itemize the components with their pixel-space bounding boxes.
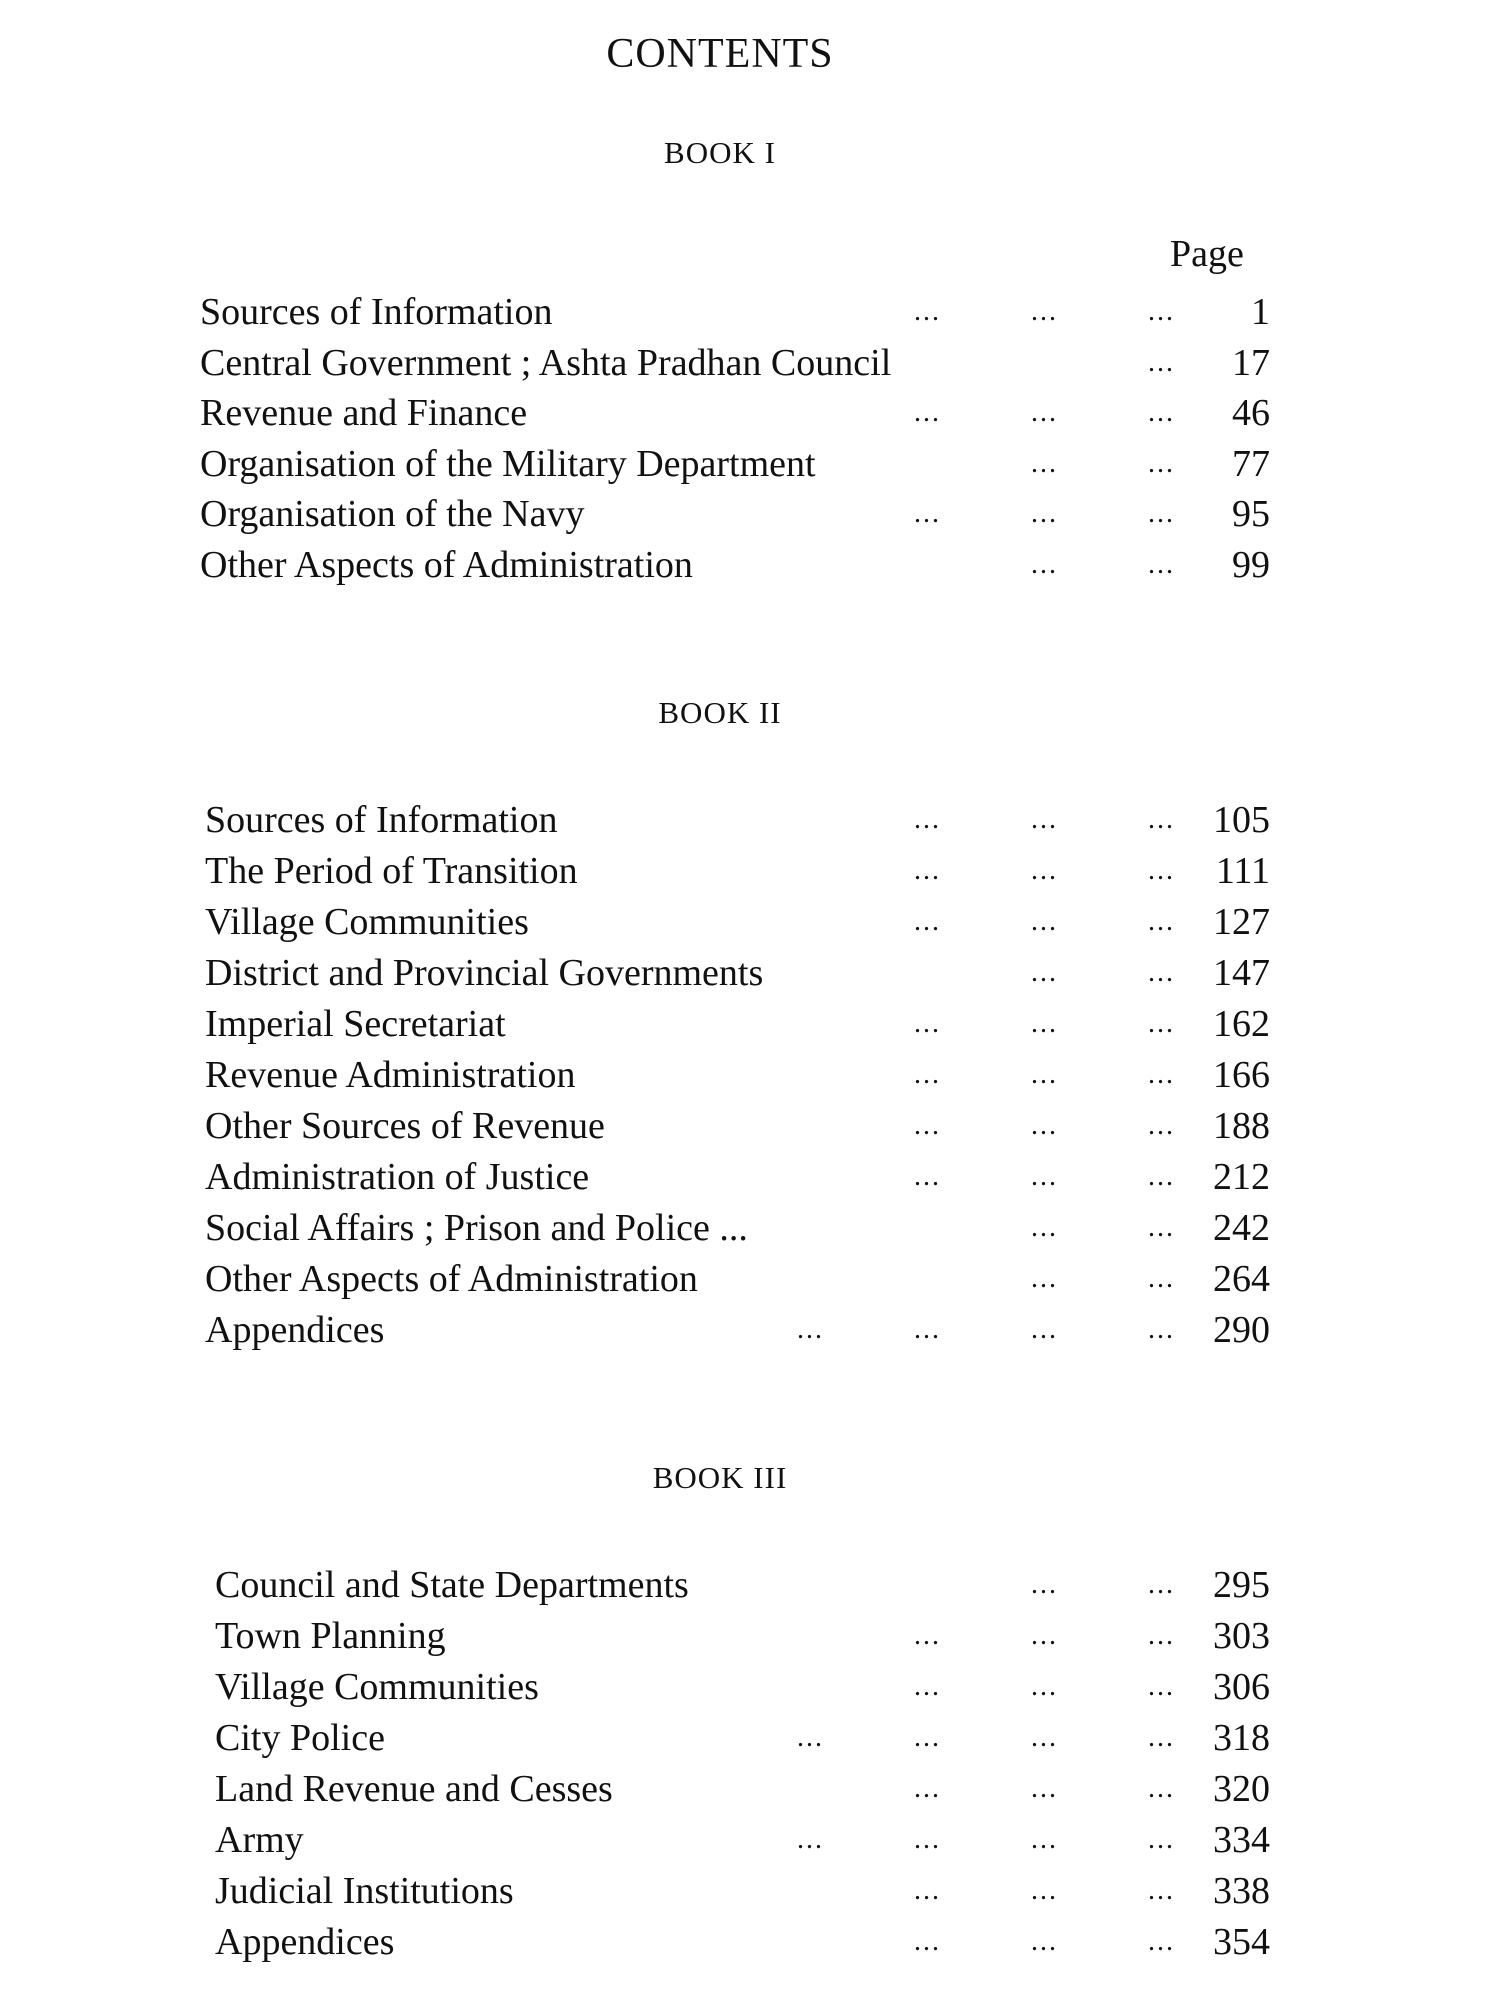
toc-entry <box>0 846 1270 896</box>
toc-entry-title: Imperial Secretariat <box>205 1003 506 1045</box>
toc-page-number: 147 <box>1213 952 1270 994</box>
toc-entry-title: Organisation of the Navy <box>200 493 585 535</box>
page-title: CONTENTS <box>606 31 834 77</box>
toc-entry <box>0 1662 1270 1712</box>
toc-entry <box>0 1305 1270 1355</box>
toc-entry-title: Sources of Information <box>205 799 558 841</box>
toc-leader-dots: ... ... ... <box>914 1059 1175 1090</box>
toc-page-number: 17 <box>1232 341 1270 384</box>
toc-leader-dots: ... ... ... ... <box>797 1722 1175 1753</box>
toc-entry <box>0 1713 1270 1763</box>
toc-entry <box>0 1560 1270 1610</box>
toc-leader-dots: ... ... ... <box>914 855 1175 886</box>
toc-page-number: 242 <box>1213 1207 1270 1249</box>
toc-leader-dots: ... ... ... <box>914 1161 1175 1192</box>
toc-entry <box>0 1050 1270 1100</box>
toc-page-number: 320 <box>1213 1768 1270 1810</box>
toc-entry-title: Revenue Administration <box>205 1054 576 1096</box>
toc-entry-title: Other Sources of Revenue <box>205 1105 605 1147</box>
toc-page-number: 290 <box>1213 1309 1270 1351</box>
toc-leader-dots: ... <box>1148 346 1175 378</box>
toc-page-number: 166 <box>1213 1054 1270 1096</box>
toc-entry-title: Appendices <box>215 1921 395 1963</box>
toc-entry-title: The Period of Transition <box>205 850 578 892</box>
toc-entry-title: Organisation of the Military Department <box>200 442 816 485</box>
toc-leader-dots: ... ... ... <box>914 1110 1175 1141</box>
toc-leader-dots: ... ... ... ... <box>797 1824 1175 1855</box>
toc-page-number: 111 <box>1215 850 1270 892</box>
toc-page-number: 46 <box>1232 392 1270 434</box>
toc-entry <box>0 999 1270 1049</box>
toc-page-number: 1 <box>1251 291 1270 333</box>
toc-leader-dots: ... ... ... <box>914 1008 1175 1039</box>
toc-leader-dots: ... ... <box>1031 447 1175 479</box>
toc-page-number: 127 <box>1213 901 1270 943</box>
toc-page-number: 295 <box>1213 1564 1270 1606</box>
toc-entry <box>0 439 1270 489</box>
toc-entry-title: Judicial Institutions <box>215 1870 514 1912</box>
toc-entry-title: Social Affairs ; Prison and Police ... <box>205 1207 748 1249</box>
toc-entry-title: Army <box>215 1819 304 1861</box>
toc-entry <box>0 1254 1270 1304</box>
toc-entry-title: Central Government ; Ashta Pradhan Council <box>200 341 892 384</box>
toc-leader-dots: ... ... ... <box>914 1620 1175 1651</box>
toc-entry-title: Village Communities <box>205 901 529 943</box>
toc-entry <box>0 1866 1270 1916</box>
toc-entry-title: Sources of Information <box>200 291 553 333</box>
toc-leader-dots: ... ... <box>1031 1569 1175 1600</box>
toc-entry <box>0 1203 1270 1253</box>
toc-page-number: 264 <box>1213 1258 1270 1300</box>
toc-entry <box>0 540 1270 590</box>
toc-entry-title: Village Communities <box>215 1666 539 1708</box>
toc-entry-title: District and Provincial Governments <box>205 952 764 994</box>
toc-page-number: 318 <box>1213 1717 1270 1759</box>
toc-entry <box>0 948 1270 998</box>
toc-leader-dots: ... ... ... <box>914 1773 1175 1804</box>
toc-page-number: 99 <box>1232 543 1270 586</box>
toc-leader-dots: ... ... ... <box>914 397 1175 428</box>
toc-page-number: 338 <box>1213 1870 1270 1912</box>
toc-entry-title: Other Aspects of Administration <box>205 1258 698 1300</box>
toc-leader-dots: ... ... ... <box>914 1671 1175 1702</box>
toc-page-number: 188 <box>1213 1105 1270 1147</box>
toc-page-number: 162 <box>1213 1003 1270 1045</box>
toc-entry-title: Other Aspects of Administration <box>200 543 693 586</box>
toc-leader-dots: ... ... ... <box>914 498 1175 529</box>
toc-leader-dots: ... ... ... <box>914 906 1175 937</box>
toc-leader-dots: ... ... <box>1031 957 1175 988</box>
toc-entry <box>0 338 1270 388</box>
book-heading-3: BOOK III <box>652 1460 788 1495</box>
toc-leader-dots: ... ... ... <box>914 1926 1175 1957</box>
toc-entry <box>0 1101 1270 1151</box>
toc-entry <box>0 287 1270 337</box>
toc-leader-dots: ... ... ... <box>914 804 1175 835</box>
toc-page-number: 77 <box>1232 442 1270 485</box>
page-column-label: Page <box>1170 233 1244 275</box>
toc-leader-dots: ... ... <box>1031 1212 1175 1243</box>
book-heading-1: BOOK I <box>664 135 776 170</box>
toc-entry-title: Appendices <box>205 1309 385 1351</box>
toc-entry <box>0 1611 1270 1661</box>
toc-page-number: 212 <box>1213 1156 1270 1198</box>
toc-entry-title: Council and State Departments <box>215 1564 689 1606</box>
toc-leader-dots: ... ... ... <box>914 296 1175 327</box>
toc-page-number: 334 <box>1213 1819 1270 1861</box>
toc-leader-dots: ... ... <box>1031 548 1175 580</box>
toc-entry <box>0 897 1270 947</box>
toc-entry-title: Administration of Justice <box>205 1156 590 1198</box>
toc-page-number: 303 <box>1213 1615 1270 1657</box>
toc-leader-dots: ... ... <box>1031 1263 1175 1294</box>
toc-entry <box>0 1815 1270 1865</box>
toc-entry <box>0 388 1270 438</box>
toc-page-number: 95 <box>1232 493 1270 535</box>
toc-entry <box>0 1917 1270 1967</box>
toc-leader-dots: ... ... ... ... <box>797 1314 1175 1345</box>
toc-entry-title: Land Revenue and Cesses <box>215 1768 613 1810</box>
toc-leader-dots: ... ... ... <box>914 1875 1175 1906</box>
toc-page-number: 354 <box>1213 1921 1270 1963</box>
toc-page-number: 306 <box>1213 1666 1270 1708</box>
toc-entry <box>0 1764 1270 1814</box>
toc-entry <box>0 489 1270 539</box>
toc-entry-title: Revenue and Finance <box>200 392 528 434</box>
toc-entry <box>0 795 1270 845</box>
toc-entry-title: City Police <box>215 1717 385 1759</box>
book-heading-2: BOOK II <box>658 695 782 730</box>
toc-page-number: 105 <box>1213 799 1270 841</box>
toc-entry-title: Town Planning <box>215 1615 446 1657</box>
toc-entry <box>0 1152 1270 1202</box>
